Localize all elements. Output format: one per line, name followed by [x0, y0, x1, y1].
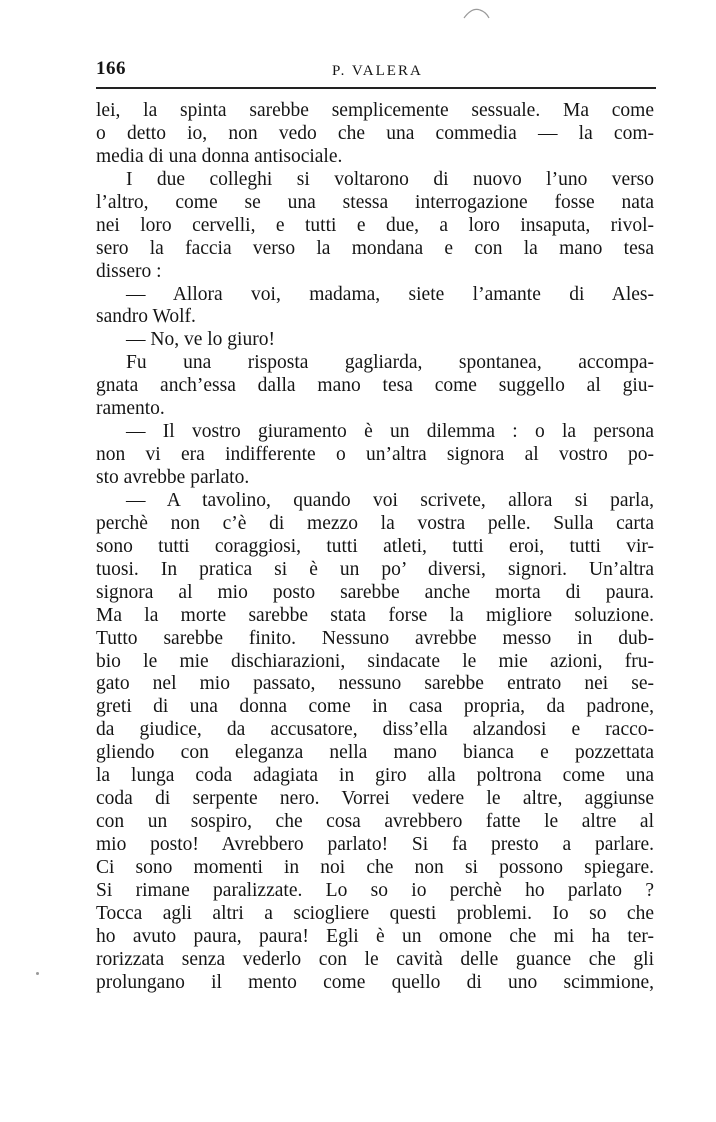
text-line: bio le mie dischiarazioni, sindacate le mie azioni, fru-	[96, 650, 654, 672]
text-line: gato nel mio passato, nessuno sarebbe entrato nei se-	[96, 673, 654, 695]
text-line: Tocca agli altri a sciogliere questi problemi. Io so che	[96, 902, 654, 924]
pencil-mark	[462, 6, 492, 20]
text-line: gnata anch’essa dalla mano tesa come suggello al giu-	[96, 375, 654, 397]
text-line: — A tavolino, quando voi scrivete, allora si parla,	[126, 489, 654, 511]
page-header	[96, 58, 656, 84]
text-line: sono tutti coraggiosi, tutti atleti, tutti eroi, tutti vir-	[96, 535, 654, 557]
text-line: media di una donna antisociale.	[96, 145, 343, 167]
text-line: Ci sono momenti in noi che non si possono spiegare.	[96, 856, 654, 878]
text-line: signora al mio posto sarebbe anche morta di paura.	[96, 581, 654, 603]
page-number: 166	[96, 58, 126, 79]
text-line: I due colleghi si voltarono di nuovo l’uno verso	[126, 168, 654, 190]
text-line: prolungano il mento come quello di uno scimmione,	[96, 971, 654, 993]
text-line: sandro Wolf.	[96, 306, 196, 328]
text-line: — No, ve lo giuro!	[126, 329, 275, 351]
text-line: sero la faccia verso la mondana e con la mano tesa	[96, 237, 654, 259]
running-head: P. VALERA	[332, 63, 423, 79]
header-rule	[96, 87, 656, 89]
text-line: coda di serpente nero. Vorrei vedere le altre, aggiunse	[96, 788, 654, 810]
text-line: rorizzata senza vederlo con le cavità delle guance che gli	[96, 948, 654, 970]
text-line: o detto io, non vedo che una commedia — la com-	[96, 122, 654, 144]
paper-speck	[36, 972, 39, 975]
text-line: Fu una risposta gagliarda, spontanea, accompa-	[126, 352, 654, 374]
text-line: Tutto sarebbe finito. Nessuno avrebbe messo in dub-	[96, 627, 654, 649]
text-line: — Il vostro giuramento è un dilemma : o la persona	[126, 421, 654, 443]
text-line: Si rimane paralizzate. Lo so io perchè ho parlato ?	[96, 879, 654, 901]
text-line: greti di una donna come in casa propria, da padrone,	[96, 696, 654, 718]
text-line: ramento.	[96, 398, 165, 420]
text-line: da giudice, da accusatore, diss’ella alzandosi e racco-	[96, 719, 654, 741]
text-line: l’altro, come se una stessa interrogazione fosse nata	[96, 191, 654, 213]
text-line: tuosi. In pratica si è un po’ diversi, signori. Un’altra	[96, 558, 654, 580]
text-line: ho avuto paura, paura! Egli è un omone che mi ha ter-	[96, 925, 654, 947]
text-line: sto avrebbe parlato.	[96, 467, 250, 488]
body-text	[96, 100, 654, 995]
text-line: gliendo con eleganza nella mano bianca e pozzettata	[96, 742, 654, 764]
text-line: con un sospiro, che cosa avrebbero fatte le altre al	[96, 811, 654, 833]
text-line: lei, la spinta sarebbe semplicemente sessuale. Ma come	[96, 100, 654, 121]
text-line: perchè non c’è di mezzo la vostra pelle. Sulla carta	[96, 512, 654, 534]
text-line: non vi era indifferente o un’altra signora al vostro po-	[96, 444, 654, 466]
text-line: la lunga coda adagiata in giro alla poltrona come una	[96, 765, 654, 787]
text-line: — Allora voi, madama, siete l’amante di Ales-	[126, 283, 654, 305]
text-line: Ma la morte sarebbe stata forse la migliore soluzione.	[96, 604, 654, 626]
text-line: nei loro cervelli, e tutti e due, a loro insaputa, rivol-	[96, 214, 654, 236]
text-line: dissero :	[96, 260, 162, 282]
text-line: mio posto! Avrebbero parlato! Si fa presto a parlare.	[96, 834, 654, 855]
